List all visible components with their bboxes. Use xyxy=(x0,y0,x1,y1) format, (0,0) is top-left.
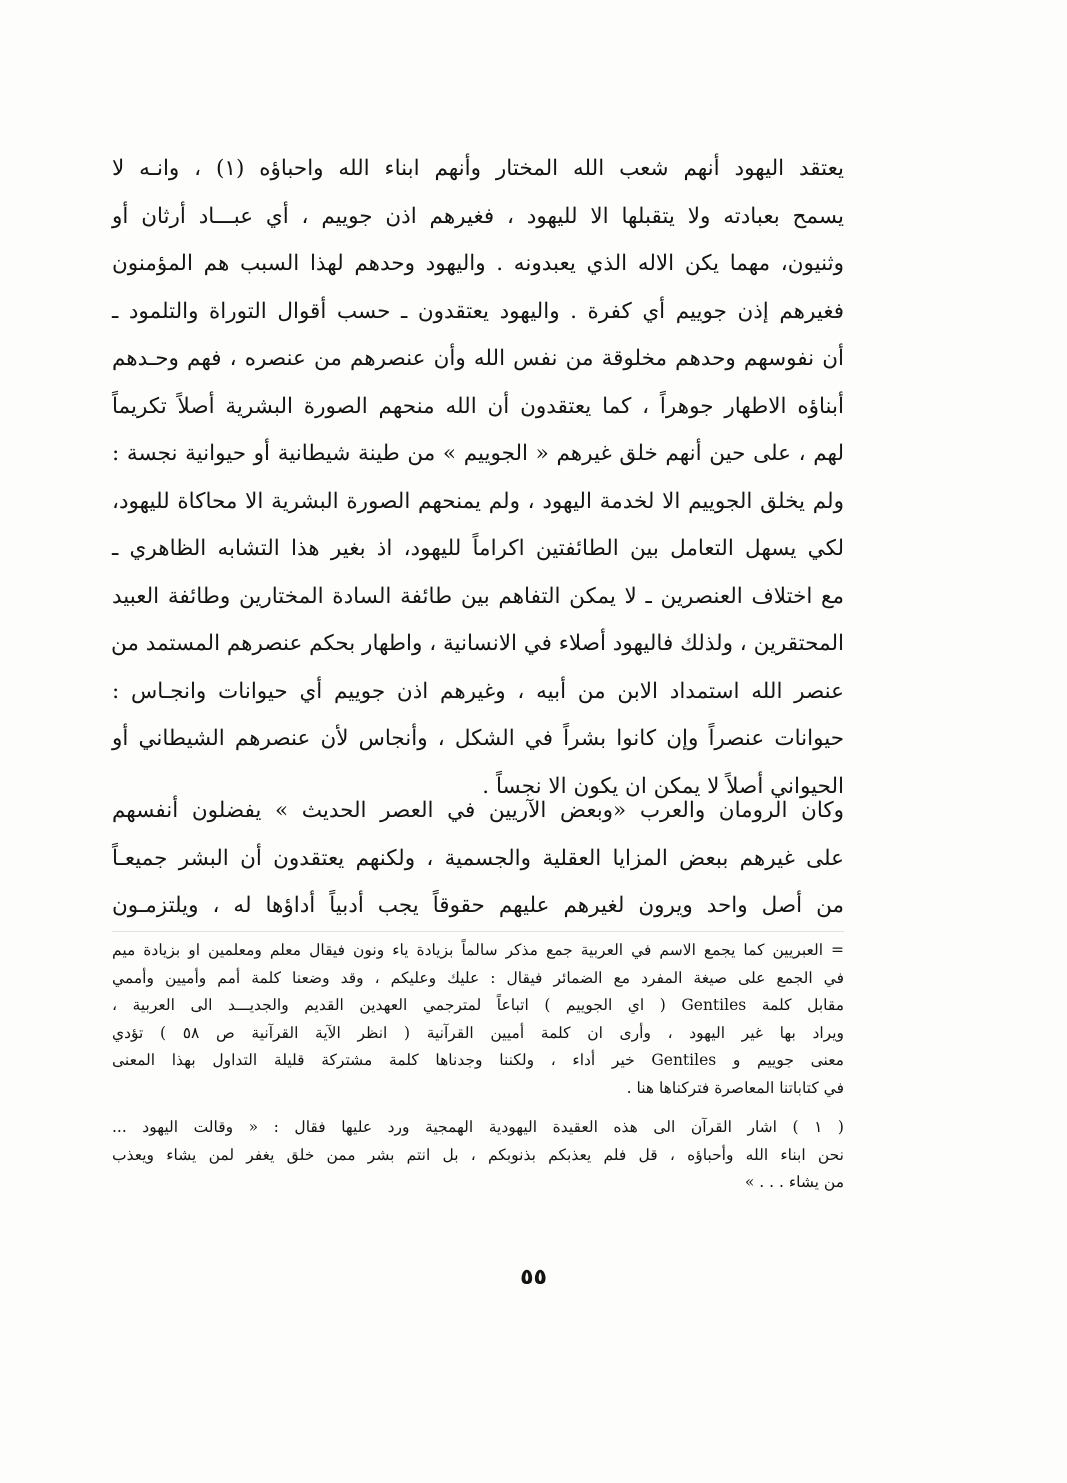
page-number: ٥٥ xyxy=(520,1265,547,1290)
body-line: على غيرهم ببعض المزايا العقلية والجسمية ، ولكنهم يعتقدون أن البشر جميعـاً xyxy=(112,845,844,871)
body-line: فغيرهم إذن جوييم أي كفرة . واليهود يعتقدون ـ حسب أقوال التوراة والتلمود ـ xyxy=(112,298,844,324)
footnote-spacer xyxy=(112,1102,844,1114)
body-line: الحيواني أصلاً لا يمكن ان يكون الا نجساً . xyxy=(482,773,844,799)
footnote-line: في الجمع على صيغة المفرد مع الضمائر فيقال : عليك وعليكم ، وقد وضعنا كلمة أمم وأميين وأممي xyxy=(112,968,844,987)
footnotes xyxy=(112,937,844,1197)
body-line: يسمح بعبادته ولا يتقبلها الا لليهود ، فغيرهم اذن جوييم ، أي عبـــاد أرثان أو xyxy=(112,203,844,229)
body-line: وكان الرومان والعرب «وبعض الآريين في العصر الحديث » يفضلون أنفسهم xyxy=(112,798,844,823)
body-line: من أصل واحد ويرون لغيرهم عليهم حقوقاً يجب أدبياً أداؤها له ، ويلتزمـون xyxy=(112,893,844,918)
footnote-line: ويراد بها غير اليهود ، وأرى ان كلمة أميين القرآنية ( انظر الآية القرآنية ص ٥٨ ) تؤدي xyxy=(112,1023,845,1042)
body-paragraph-2 xyxy=(112,787,844,930)
body-line: ولم يخلق الجوييم الا لخدمة اليهود ، ولم يمنحهم الصورة البشرية الا محاكاة لليهود، xyxy=(112,488,844,514)
footnote-line: معنى جوييم و Gentiles خير أداء ، ولكننا وجدناها كلمة مشتركة قليلة التداول بهذا المعنى xyxy=(112,1051,844,1069)
footnote-line: نحن ابناء الله وأحباؤه ، قل فلم يعذبكم بذنوبكم ، بل انتم بشر ممن خلق يغفر لمن يشاء ويعذب xyxy=(112,1145,844,1164)
footnote-continued xyxy=(112,937,844,1102)
body-line: لهم ، على حين أنهم خلق غيرهم « الجوييم » من طينة شيطانية أو حيوانية نجسة : xyxy=(112,441,844,466)
footnote-line: = العبريين كما يجمع الاسم في العربية جمع مذكر سالماً بزيادة ياء ونون فيقال معلم ومعلمين او بزيادة ميم xyxy=(112,941,844,959)
body-line: يعتقد اليهود أنهم شعب الله المختار وأنهم ابناء الله واحباؤه (١) ، وانـه لا xyxy=(112,156,844,181)
body-line: أن نفوسهم وحدهم مخلوقة من نفس الله وأن عنصرهم من عنصره ، فهم وحـدهم xyxy=(112,346,844,371)
body-paragraph-1 xyxy=(112,145,844,810)
body-line: مع اختلاف العنصرين ـ لا يمكن التفاهم بين طائفة السادة المختارين وطائفة العبيد xyxy=(112,583,844,609)
footnote-line: ( ١ ) اشار القرآن الى هذه العقيدة اليهودية الهمجية ورد عليها فقال : « وقالت اليهود ... xyxy=(112,1118,844,1136)
body-line: عنصر الله استمداد الابن من أبيه ، وغيرهم اذن جوييم أي حيوانات وانجـاس : xyxy=(112,678,844,704)
footnote-line: مقابل كلمة Gentiles ( اي الجوييم ) اتباعاً لمترجمي العهدين القديم والجديـــد الى العربية ، xyxy=(112,996,844,1014)
footnote-line: من يشاء . . . » xyxy=(744,1173,844,1191)
body-line: المحتقرين ، ولذلك فاليهود أصلاء في الانسانية ، واطهار بحكم عنصرهم المستمد من xyxy=(110,631,844,656)
body-line: لكي يسهل التعامل بين الطائفتين اكراماً لليهود، اذ بغير هذا التشابه الظاهري ـ xyxy=(112,536,844,561)
body-line: وثنيون، مهما يكن الاله الذي يعبدونه . واليهود وحدهم لهذا السبب هم المؤمنون xyxy=(112,251,844,276)
footnote-divider xyxy=(112,931,844,932)
footnote-1 xyxy=(112,1114,844,1197)
footnote-line: في كتاباتنا المعاصرة فتركناها هنا . xyxy=(626,1078,844,1097)
body-line: أبناؤه الاطهار جوهراً ، كما يعتقدون أن الله منحهم الصورة البشرية أصلاً تكريماً xyxy=(112,393,844,419)
body-line: حيوانات عنصراً وإن كانوا بشراً في الشكل ، وأنجاس لأن عنصرهم الشيطاني أو xyxy=(112,726,844,751)
